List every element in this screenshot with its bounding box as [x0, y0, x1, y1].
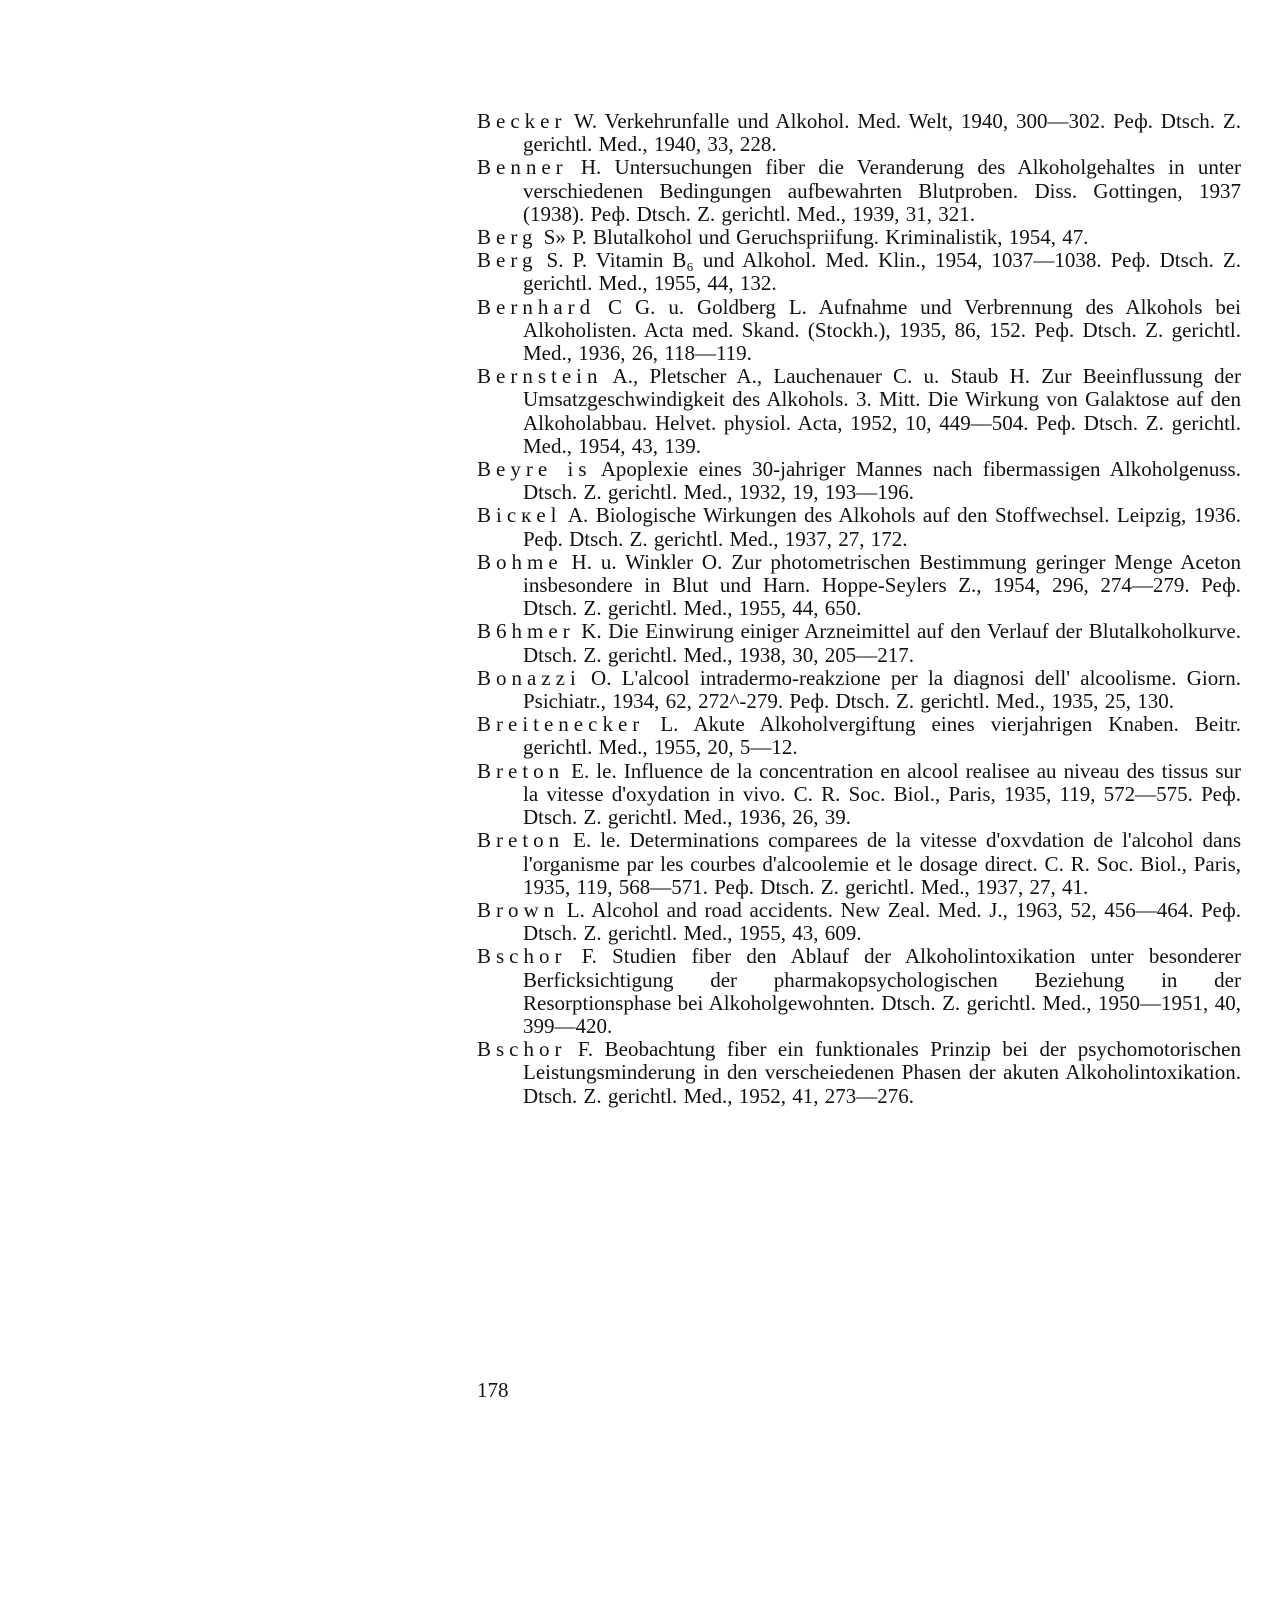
reference-entry	[477, 110, 1241, 156]
reference-text: C G. u. Goldberg L. Aufnahme und Verbrennung des Alkohols bei Alkoholisten. Acta med. Skand. (Stockh.), 1935, 86, 152. Реф. Dtsch. Z. gerichtl. Med., 1936, 26, 118—119.	[523, 294, 1241, 366]
reference-entry	[477, 945, 1241, 1038]
reference-text: F. Studien fiber den Ablauf der Alkoholintoxikation unter besonderer Berficksichtigung der pharmakopsychologischen Beziehung in der Resorptionsphase bei Alkoholgewohnten. Dtsch. Z. gerichtl. Med., 1950—1951, 40, 399—420.	[523, 944, 1241, 1038]
reference-entry	[477, 667, 1241, 713]
reference-text: A. Biologische Wirkungen des Alkohols auf den Stoffwechsel. Leipzig, 1936. Реф. Dtsch. Z. gerichtl. Med., 1937, 27, 172.	[523, 503, 1241, 551]
reference-entry	[477, 1038, 1241, 1108]
reference-entry	[477, 296, 1241, 366]
reference-author: Bohme	[477, 549, 563, 574]
reference-list	[477, 110, 1241, 1108]
reference-author: Breton	[477, 828, 565, 853]
reference-entry	[477, 365, 1241, 458]
reference-entry	[477, 899, 1241, 945]
reference-text: F. Beobachtung fiber ein funktionales Prinzip bei der psychomotorischen Leistungsminderung in den verscheiedenen Phasen der akuten Alkoholintoxikation. Dtsch. Z. gerichtl. Med., 1952, 41, 273—276.	[523, 1037, 1241, 1108]
reference-author: Bschor	[477, 944, 567, 969]
reference-text: A., Pletscher A., Lauchenauer C. u. Staub H. Zur Beeinflussung der Umsatzgeschwindigkeit des Alkohols. 3. Mitt. Die Wirkung von Galaktose auf den Alkoholabbau. Helvet. physiol. Acta, 1952, 10, 449—504. Реф. Dtsch. Z. gerichtl. Med., 1954, 43, 139.	[523, 364, 1241, 458]
reference-author: Becker	[477, 109, 567, 133]
reference-author: Bonazzi	[477, 665, 581, 690]
reference-entry	[477, 226, 1241, 249]
reference-author: Bicкel	[477, 503, 562, 528]
reference-entry	[477, 504, 1241, 550]
reference-entry	[477, 249, 1241, 295]
reference-entry	[477, 713, 1241, 759]
reference-text: O. L'alcool intradermo-reakzione per la diagnosi dell' alcoolisme. Giorn. Psichiatr., 1934, 62, 272^-279. Реф. Dtsch. Z. gerichtl. Med., 1935, 25, 130.	[523, 665, 1241, 714]
reference-entry	[477, 829, 1241, 899]
reference-author: Breton	[477, 758, 565, 783]
reference-author: B6hmer	[477, 619, 575, 644]
reference-text: K. Die Einwirung einiger Arzneimittel auf den Verlauf der Blutalkoholkurve. Dtsch. Z. gerichtl. Med., 1938, 30, 205—217.	[523, 619, 1241, 667]
reference-author: Benner	[477, 155, 568, 180]
reference-text: H. Untersuchungen fiber die Veranderung des Alkoholgehaltes in unter verschiedenen Bedingungen aufbewahrten Blutproben. Diss. Gottingen, 1937 (1938). Реф. Dtsch. Z. gerichtl. Med., 1939, 31, 321.	[523, 155, 1241, 226]
reference-author: Bernstein	[477, 364, 603, 389]
reference-text: W. Verkehrunfalle und Alkohol. Med. Welt, 1940, 300—302. Реф. Dtsch. Z. gerichtl. Med., 1940, 33, 228.	[523, 109, 1241, 157]
reference-text: S» P. Blutalkohol und Geruchspriifung. Kriminalistik, 1954, 47.	[537, 225, 1089, 250]
reference-text: L. Alcohol and road accidents. New Zeal. Med. J., 1963, 52, 456—464. Реф. Dtsch. Z. gerichtl. Med., 1955, 43, 609.	[523, 897, 1241, 946]
reference-author: Berg	[477, 225, 538, 250]
page-number: 178	[477, 1378, 509, 1402]
reference-entry	[477, 620, 1241, 666]
reference-text: L. Akute Alkoholvergiftung eines vierjahrigen Knaben. Beitr. gerichtl. Med., 1955, 20, 5—12.	[523, 712, 1241, 760]
reference-text: S. P. Vitamin B₆ und Alkohol. Med. Klin., 1954, 1037—1038. Реф. Dtsch. Z. gerichtl. Med., 1955, 44, 132.	[523, 248, 1241, 296]
reference-author: Beyre is	[477, 457, 592, 482]
reference-entry	[477, 760, 1241, 830]
reference-author: Breitenecker	[477, 712, 645, 737]
reference-author: Berg	[477, 248, 538, 273]
reference-author: Brown	[477, 897, 560, 922]
reference-text: H. u. Winkler O. Zur photometrischen Bestimmung geringer Menge Aceton insbesondere in Blut und Harn. Hoppe-Seylers Z., 1954, 296, 274—279. Реф. Dtsch. Z. gerichtl. Med., 1955, 44, 650.	[523, 549, 1241, 621]
reference-entry	[477, 156, 1241, 226]
reference-text: E. le. Influence de la concentration en alcool realisee au niveau des tissus sur la vitesse d'oxydation in vivo. C. R. Soc. Biol., Paris, 1935, 119, 572—575. Реф. Dtsch. Z. gerichtl. Med., 1936, 26, 39.	[523, 758, 1241, 830]
reference-author: Bernhard	[477, 294, 596, 319]
reference-entry	[477, 458, 1241, 504]
reference-entry	[477, 551, 1241, 621]
reference-text: E. le. Determinations comparees de la vitesse d'oxvdation de l'alcohol dans l'organisme par les courbes d'alcoolemie et le dosage direct. C. R. Soc. Biol., Paris, 1935, 119, 568—571. Реф. Dtsch. Z. gerichtl. Med., 1937, 27, 41.	[523, 828, 1241, 899]
reference-text: Apoplexie eines 30-jahriger Mannes nach fibermassigen Alkoholgenuss. Dtsch. Z. gerichtl. Med., 1932, 19, 193—196.	[523, 457, 1241, 505]
reference-author: Bschor	[477, 1037, 567, 1062]
